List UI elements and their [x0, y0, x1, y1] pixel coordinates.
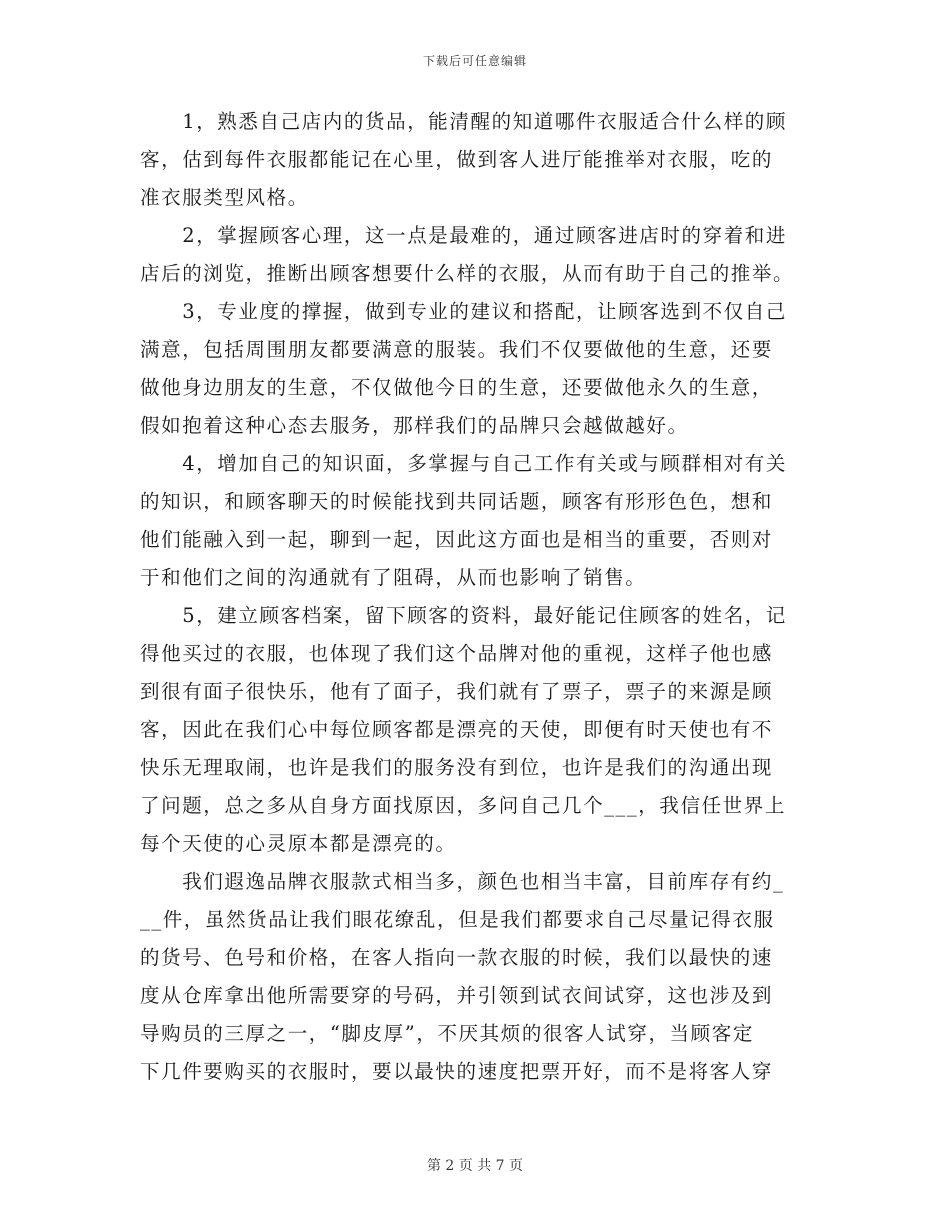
text-line: __件，虽然货品让我们眼花缭乱，但是我们都要求自己尽量记得衣服 [140, 908, 775, 931]
text-line: 度从仓库拿出他所需要穿的号码，并引领到试衣间试穿，这也涉及到 [140, 984, 774, 1007]
text-line: 到很有面子很快乐，他有了面子，我们就有了票子，票子的来源是顾 [140, 680, 774, 703]
text-line: 准衣服类型风格。 [140, 186, 309, 209]
text-line: 快乐无理取闹，也许是我们的服务没有到位，也许是我们的沟通出现 [140, 756, 774, 779]
text-line: 下几件要购买的衣服时，要以最快的速度把票开好，而不是将客人穿 [140, 1060, 774, 1083]
text-line: 于和他们之间的沟通就有了阻碍，从而也影响了销售。 [140, 566, 647, 589]
text-line: 了问题，总之多从自身方面找原因，多问自己几个___，我信任世界上 [140, 794, 786, 817]
text-line: 的知识，和顾客聊天的时候能找到共同话题，顾客有形形色色，想和 [140, 490, 774, 513]
text-line: 我们遐逸品牌衣服款式相当多，颜色也相当丰富，目前库存有约_ [140, 870, 785, 893]
text-line: 店后的浏览，推断出顾客想要什么样的衣服，从而有助于自己的推举。 [140, 262, 795, 285]
text-line: 5，建立顾客档案，留下顾客的资料，最好能记住顾客的姓名，记 [140, 604, 788, 627]
text-line: 2，掌握顾客心理，这一点是最难的，通过顾客进店时的穿着和进 [140, 224, 788, 247]
text-line: 导购员的三厚之一，“脚皮厚”，不厌其烦的很客人试穿，当顾客定 [140, 1022, 754, 1045]
text-line: 做他身边朋友的生意，不仅做他今日的生意，还要做他永久的生意， [140, 376, 774, 399]
text-line: 假如抱着这种心态去服务，那样我们的品牌只会越做越好。 [140, 414, 689, 437]
page-header: 下载后可任意编辑 [422, 54, 527, 68]
text-line: 的货号、色号和价格，在客人指向一款衣服的时候，我们以最快的速 [140, 946, 774, 969]
text-line: 得他买过的衣服，也体现了我们这个品牌对他的重视，这样子他也感 [140, 642, 774, 665]
text-line: 每个天使的心灵原本都是漂亮的。 [140, 832, 457, 855]
text-line: 4，增加自己的知识面，多掌握与自己工作有关或与顾群相对有关 [140, 452, 788, 475]
text-line: 客，因此在我们心中每位顾客都是漂亮的天使，即便有时天使也有不 [140, 718, 774, 741]
text-line: 他们能融入到一起，聊到一起，因此这方面也是相当的重要，否则对 [140, 528, 774, 551]
document-body [140, 103, 812, 1091]
text-line: 客，估到每件衣服都能记在心里，做到客人进厅能推举对衣服，吃的 [140, 148, 774, 171]
text-line: 满意，包括周围朋友都要满意的服装。我们不仅要做他的生意，还要 [140, 338, 774, 361]
text-line: 1，熟悉自己店内的货品，能清醒的知道哪件衣服适合什么样的顾 [140, 110, 788, 133]
page-number-footer: 第 2 页 共 7 页 [426, 1158, 524, 1174]
text-line: 3，专业度的撑握，做到专业的建议和搭配，让顾客选到不仅自己 [140, 300, 788, 323]
